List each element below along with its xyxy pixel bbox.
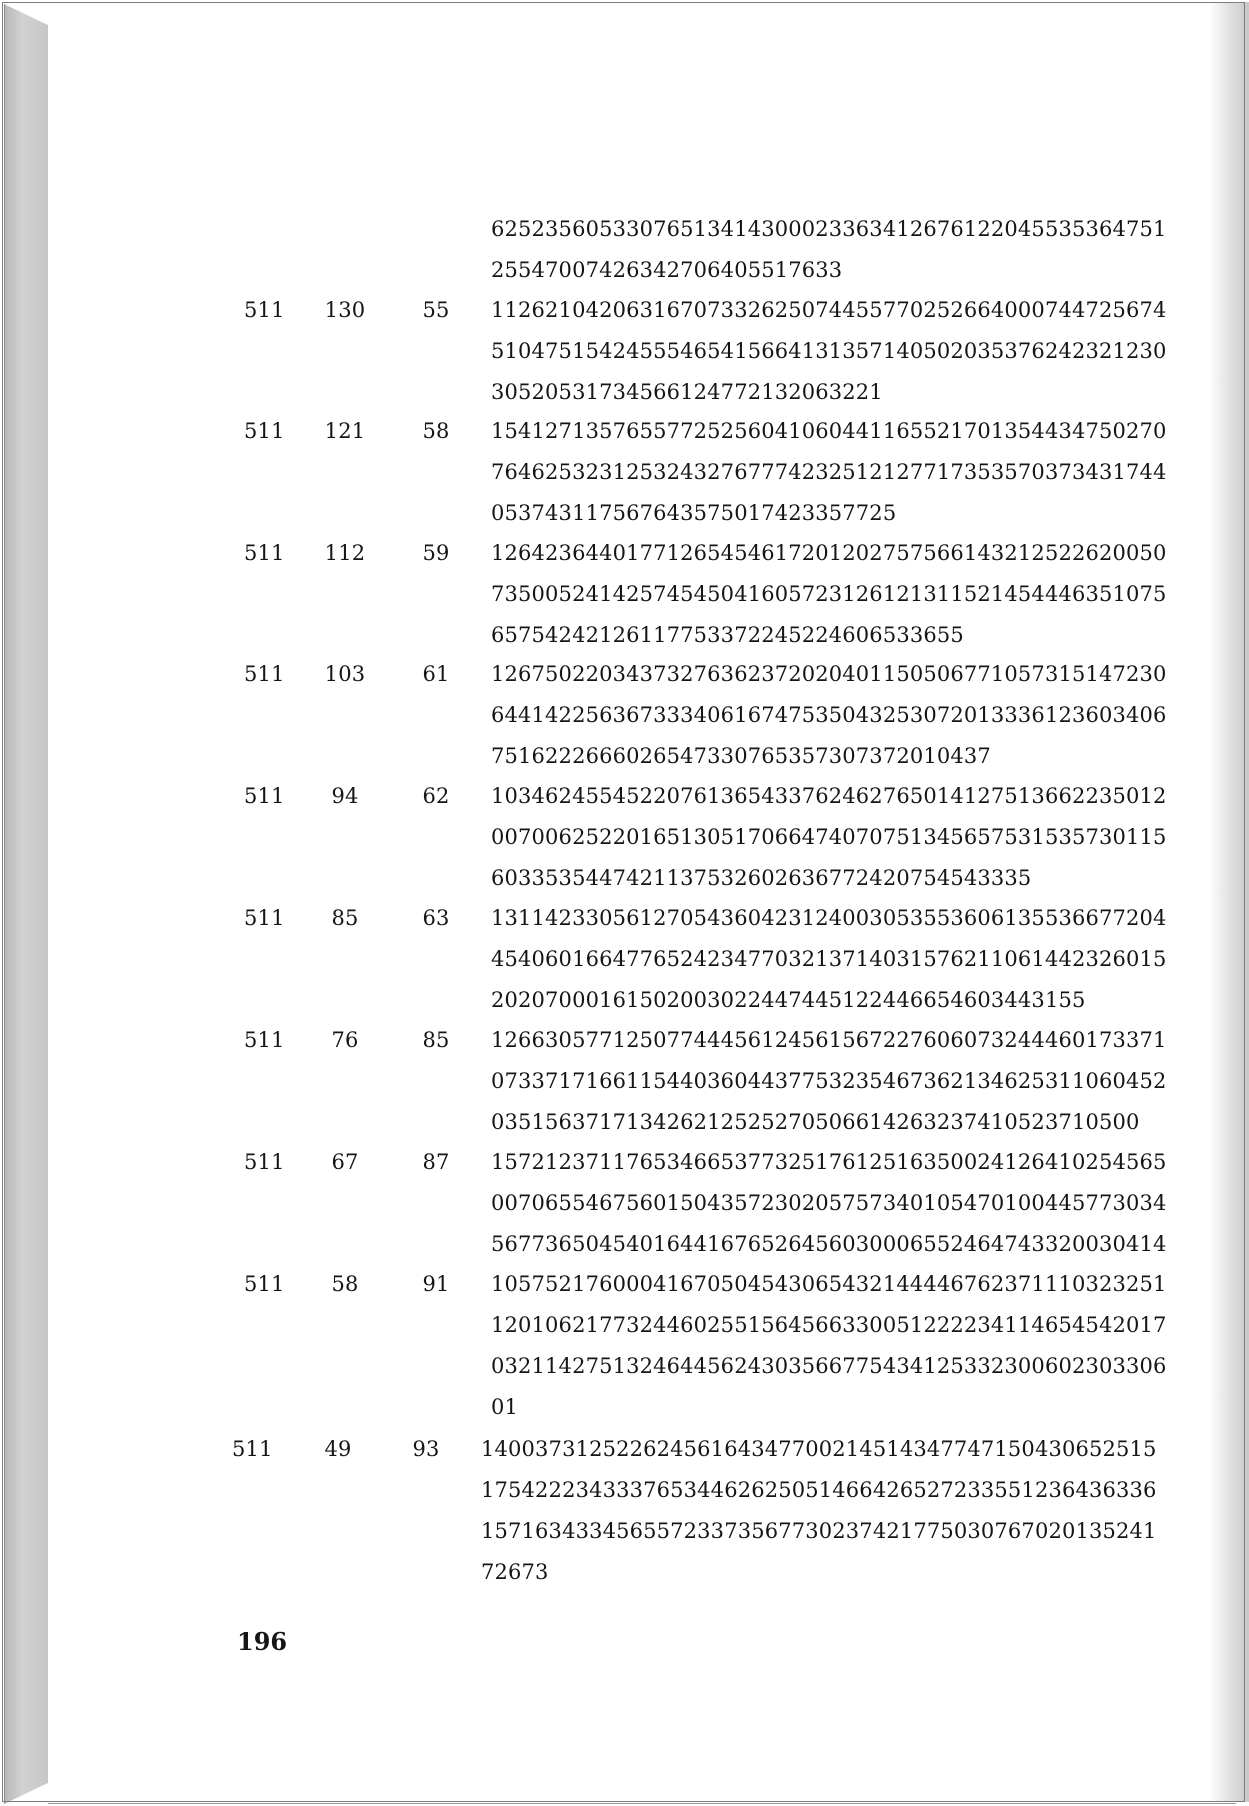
digit-line: 035156371713426212525270506614263237410523710500 bbox=[491, 1110, 1140, 1134]
page-number: 196 bbox=[237, 1627, 288, 1656]
col-k: 94 bbox=[331, 784, 359, 808]
col-d: 87 bbox=[422, 1150, 450, 1174]
digit-line: 45406016647765242347703213714031576211061442326015 bbox=[491, 947, 1167, 971]
digit-line: 01 bbox=[491, 1395, 519, 1419]
digit-block bbox=[491, 209, 1167, 291]
digit-line: 62523560533076513414300023363412676122045535364751 bbox=[491, 217, 1167, 241]
col-k: 49 bbox=[324, 1437, 352, 1461]
col-k: 121 bbox=[324, 419, 366, 443]
col-d: 93 bbox=[412, 1437, 440, 1461]
col-d: 62 bbox=[422, 784, 450, 808]
col-n: 511 bbox=[244, 419, 285, 443]
digit-line: 00706554675601504357230205757340105470100445773034 bbox=[491, 1191, 1167, 1215]
digit-line: 12642364401771265454617201202757566143212522620050 bbox=[491, 541, 1167, 565]
col-d: 85 bbox=[422, 1028, 450, 1052]
digit-line: 053743117567643575017423357725 bbox=[491, 501, 897, 525]
digit-line: 17542223433376534462625051466426527233551236436336 bbox=[481, 1478, 1157, 1502]
digit-line: 12010621773244602551564566330051222234114654542017 bbox=[491, 1313, 1167, 1337]
col-d: 58 bbox=[422, 419, 450, 443]
digit-block bbox=[491, 533, 1167, 656]
digit-line: 76462532312532432767774232512127717353570373431744 bbox=[491, 460, 1167, 484]
page-edge-shadow bbox=[1209, 2, 1249, 1802]
digit-line: 25547007426342706405517633 bbox=[491, 258, 843, 282]
digit-block bbox=[491, 776, 1167, 899]
digit-block bbox=[491, 1020, 1167, 1143]
col-k: 76 bbox=[331, 1028, 359, 1052]
col-n: 511 bbox=[232, 1437, 273, 1461]
col-n: 511 bbox=[244, 298, 285, 322]
col-n: 511 bbox=[244, 1272, 285, 1296]
col-k: 67 bbox=[331, 1150, 359, 1174]
digit-block bbox=[481, 1429, 1157, 1593]
digit-line: 07337171661154403604437753235467362134625311060452 bbox=[491, 1069, 1167, 1093]
col-k: 130 bbox=[324, 298, 366, 322]
digit-line: 51047515424555465415664131357140502035376242321230 bbox=[491, 339, 1167, 363]
digit-line: 03211427513246445624303566775434125332300602303306 bbox=[491, 1354, 1167, 1378]
col-n: 511 bbox=[244, 1150, 285, 1174]
col-d: 59 bbox=[422, 541, 450, 565]
digit-line: 00700625220165130517066474070751345657531535730115 bbox=[491, 825, 1167, 849]
digit-line: 12663057712507744456124561567227606073244460173371 bbox=[491, 1028, 1167, 1052]
col-n: 511 bbox=[244, 784, 285, 808]
col-n: 511 bbox=[244, 1028, 285, 1052]
col-n: 511 bbox=[244, 906, 285, 930]
col-d: 63 bbox=[422, 906, 450, 930]
digit-line: 10575217600041670504543065432144446762371110323251 bbox=[491, 1272, 1167, 1296]
digit-line: 64414225636733340616747535043253072013336123603406 bbox=[491, 703, 1167, 727]
digit-line: 12675022034373276362372020401150506771057315147230 bbox=[491, 662, 1167, 686]
digit-line: 15716343345655723373567730237421775030767020135241 bbox=[481, 1519, 1157, 1543]
digit-line: 14003731252262456164347700214514347747150430652515 bbox=[481, 1437, 1157, 1461]
digit-line: 73500524142574545041605723126121311521454446351075 bbox=[491, 582, 1167, 606]
col-d: 91 bbox=[422, 1272, 450, 1296]
digit-line: 10346245545220761365433762462765014127513662235012 bbox=[491, 784, 1167, 808]
digit-line: 13114233056127054360423124003053553606135536677204 bbox=[491, 906, 1167, 930]
digit-block bbox=[491, 898, 1167, 1021]
digit-line: 7516222666026547330765357307372010437 bbox=[491, 744, 991, 768]
col-n: 511 bbox=[244, 541, 285, 565]
digit-line: 11262104206316707332625074455770252664000744725674 bbox=[491, 298, 1167, 322]
digit-line: 30520531734566124772132063221 bbox=[491, 380, 883, 404]
digit-block bbox=[491, 1264, 1167, 1428]
digit-block bbox=[491, 654, 1167, 777]
col-k: 112 bbox=[324, 541, 366, 565]
digit-block bbox=[491, 411, 1167, 534]
digit-line: 20207000161502003022447445122446654603443155 bbox=[491, 988, 1086, 1012]
digit-block bbox=[491, 290, 1167, 413]
digit-line: 65754242126117753372245224606533655 bbox=[491, 623, 964, 647]
digit-line: 15721237117653466537732517612516350024126410254565 bbox=[491, 1150, 1167, 1174]
digit-line: 72673 bbox=[481, 1560, 549, 1584]
digit-line: 6033535447421137532602636772420754543335 bbox=[491, 866, 1032, 890]
col-n: 511 bbox=[244, 662, 285, 686]
col-k: 85 bbox=[331, 906, 359, 930]
digit-line: 56773650454016441676526456030006552464743320030414 bbox=[491, 1232, 1167, 1256]
col-d: 61 bbox=[422, 662, 450, 686]
col-d: 55 bbox=[422, 298, 450, 322]
digit-line: 15412713576557725256041060441165521701354434750270 bbox=[491, 419, 1167, 443]
book-spine bbox=[4, 4, 50, 1804]
digit-block bbox=[491, 1142, 1167, 1265]
col-k: 58 bbox=[331, 1272, 359, 1296]
col-k: 103 bbox=[324, 662, 366, 686]
